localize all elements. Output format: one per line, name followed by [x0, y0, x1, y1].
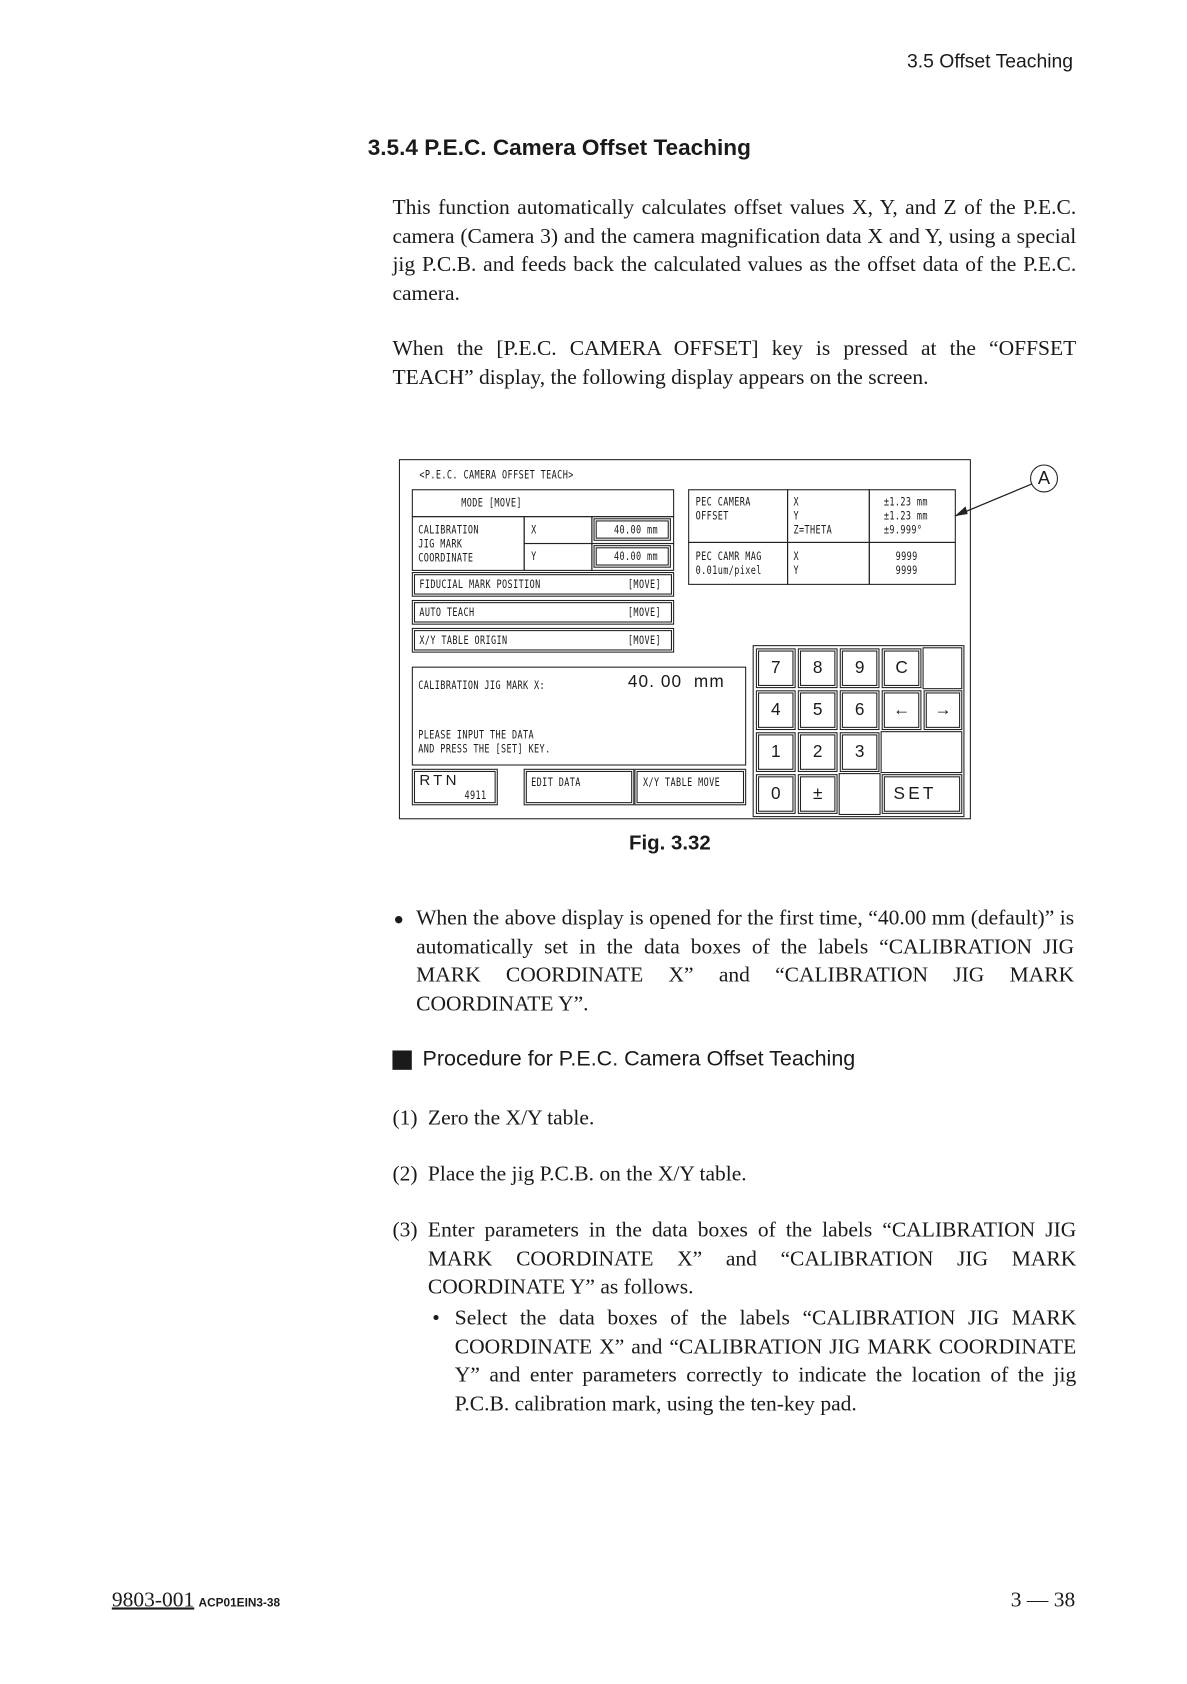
key-6[interactable]: 6 — [840, 690, 880, 730]
cal-x-axis-cell — [524, 516, 593, 544]
rtn-number: 4911 — [464, 788, 487, 803]
fiducial-mark-position-button[interactable] — [412, 572, 674, 597]
value: 9999 — [895, 549, 918, 564]
key-9[interactable]: 9 — [840, 648, 880, 688]
auto-teach-button[interactable] — [412, 600, 674, 625]
menu-state: [MOVE] — [627, 633, 662, 648]
mode-label: MODE [MOVE] — [461, 495, 522, 510]
step-text: Place the jig P.C.B. on the X/Y table. — [427, 1162, 747, 1186]
value-text: 40.00 mm — [613, 549, 659, 564]
instruction-paragraph: When the [P.E.C. CAMERA OFFSET] key is pressed at the “OFFSET TEACH” display, the following display appears on the screen. — [392, 336, 1077, 389]
label-line: JIG MARK — [418, 536, 463, 551]
key-set[interactable]: SET — [882, 774, 963, 814]
menu-label: X/Y TABLE ORIGIN — [419, 633, 508, 648]
key-left-arrow[interactable]: ← — [882, 690, 922, 730]
label-line: PEC CAMERA — [695, 494, 751, 509]
button-label: EDIT DATA — [531, 775, 581, 790]
label-line: OFFSET — [695, 508, 729, 523]
axis-label: Y — [531, 549, 537, 564]
value: ±1.23 mm — [883, 494, 928, 509]
mag-axes-cell — [787, 542, 870, 585]
footer-doc-id — [112, 1588, 280, 1613]
callout-a: A — [1030, 464, 1058, 492]
key-1[interactable]: 1 — [756, 732, 796, 772]
offset-label — [696, 495, 751, 523]
offset-axes-cell — [787, 489, 870, 543]
value: 9999 — [895, 563, 918, 578]
screen-figure — [399, 459, 971, 819]
step-number: (1) — [392, 1106, 418, 1131]
label-line: PEC CAMR MAG — [695, 549, 762, 564]
message-prompt — [418, 728, 550, 756]
key-plus-minus[interactable]: ± — [798, 774, 838, 814]
axis: Y — [793, 563, 800, 578]
cal-y-axis-cell — [524, 543, 593, 571]
button-label: X/Y TABLE MOVE — [642, 775, 721, 790]
value: ±9.999° — [883, 522, 923, 537]
ten-key-pad — [753, 645, 965, 817]
mag-axes — [793, 549, 799, 577]
message-box — [412, 667, 746, 766]
cal-x-value-cell — [591, 516, 674, 544]
key-5[interactable]: 5 — [798, 690, 838, 730]
sub-bullet-icon: • — [432, 1306, 440, 1331]
calibration-label-cell — [412, 516, 525, 571]
cal-y-value-cell — [591, 543, 674, 571]
key-clear[interactable]: C — [882, 648, 922, 688]
value-text: 40.00 mm — [613, 522, 659, 537]
label-line: COORDINATE — [418, 550, 474, 565]
mag-label — [696, 549, 762, 577]
mag-values-cell — [869, 542, 956, 585]
blank-key — [881, 731, 963, 773]
offset-label-cell — [688, 489, 788, 543]
running-header: 3.5 Offset Teaching — [906, 50, 1074, 73]
prompt-line: PLEASE INPUT THE DATA — [418, 727, 535, 742]
mag-values — [896, 549, 918, 577]
rtn-button[interactable] — [412, 769, 498, 806]
key-0[interactable]: 0 — [756, 774, 796, 814]
xy-table-move-button[interactable] — [634, 769, 746, 806]
edit-data-button[interactable] — [524, 769, 635, 806]
screen-title: <P.E.C. CAMERA OFFSET TEACH> — [419, 467, 574, 482]
mode-row[interactable] — [412, 489, 674, 517]
message-value: 40. 00 mm — [627, 673, 725, 692]
key-2[interactable]: 2 — [798, 732, 838, 772]
axis: X — [793, 494, 800, 509]
axis: Y — [793, 508, 800, 523]
key-8[interactable]: 8 — [798, 648, 838, 688]
cal-y-value-field[interactable] — [594, 545, 671, 568]
xy-table-origin-button[interactable] — [412, 628, 674, 653]
procedure-heading: Procedure for P.E.C. Camera Offset Teaching — [422, 1047, 856, 1071]
step-text: Zero the X/Y table. — [427, 1106, 595, 1131]
key-right-arrow[interactable]: → — [924, 690, 963, 730]
menu-state: [MOVE] — [627, 577, 662, 592]
key-7[interactable]: 7 — [756, 648, 796, 688]
square-bullet-icon — [392, 1050, 411, 1069]
offset-axes — [793, 495, 832, 537]
bullet-icon: ● — [393, 910, 404, 929]
menu-label: AUTO TEACH — [419, 605, 475, 620]
section-title: 3.5.4 P.E.C. Camera Offset Teaching — [367, 135, 751, 161]
cal-x-value-field[interactable] — [594, 518, 671, 541]
rtn-label: RTN — [419, 770, 460, 789]
label-line: 0.01um/pixel — [695, 563, 762, 578]
blank-key — [923, 647, 963, 689]
intro-paragraph: This function automatically calculates offset values X, Y, and Z of the P.E.C. camera (Camera 3) and the camera magnification data X and Y, using a special jig P.C.B. and feeds back the calculated values as the offset data of the P.E.C. camera. — [392, 195, 1077, 305]
menu-label: FIDUCIAL MARK POSITION — [419, 577, 541, 592]
sub-step-text: Select the data boxes of the labels “CALIBRATION JIG MARK COORDINATE X” and “CALIBRATION JIG MARK COORDINATE Y” and enter parameters correctly to indicate the location of the jig P.C.B. calibration mark, using the ten-key pad. — [454, 1306, 1077, 1416]
offset-values — [884, 495, 928, 537]
axis: Z=THETA — [793, 522, 833, 537]
message-field-label: CALIBRATION JIG MARK X: — [418, 678, 546, 693]
blank-key — [839, 773, 881, 815]
offset-values-cell — [869, 489, 956, 543]
default-value-note: When the above display is opened for the first time, “40.00 mm (default)” is automatically set in the data boxes of the labels “CALIBRATION JIG MARK COORDINATE X” and “CALIBRATION JIG MARK COORDINATE Y”. — [416, 906, 1075, 1016]
step-number: (3) — [392, 1218, 418, 1242]
figure-caption: Fig. 3.32 — [628, 832, 711, 855]
step-number: (2) — [392, 1162, 418, 1186]
value: ±1.23 mm — [883, 508, 928, 523]
doc-number: 9803-001 — [111, 1588, 195, 1612]
key-4[interactable]: 4 — [756, 690, 796, 730]
prompt-line: AND PRESS THE [SET] KEY. — [418, 741, 551, 756]
label-line: CALIBRATION — [418, 522, 479, 537]
page-number: 3 — 38 — [1010, 1588, 1076, 1612]
calibration-label — [418, 523, 479, 565]
menu-state: [MOVE] — [627, 605, 662, 620]
mag-label-cell — [688, 542, 788, 585]
axis-label: X — [531, 522, 537, 537]
doc-code: ACP01EIN3-38 — [198, 1596, 281, 1610]
key-3[interactable]: 3 — [840, 732, 880, 772]
axis: X — [793, 549, 800, 564]
step-text: Enter parameters in the data boxes of the labels “CALIBRATION JIG MARK COORDINATE X” and “CALIBRATION JIG MARK COORDINATE Y” as follows. — [427, 1218, 1077, 1299]
